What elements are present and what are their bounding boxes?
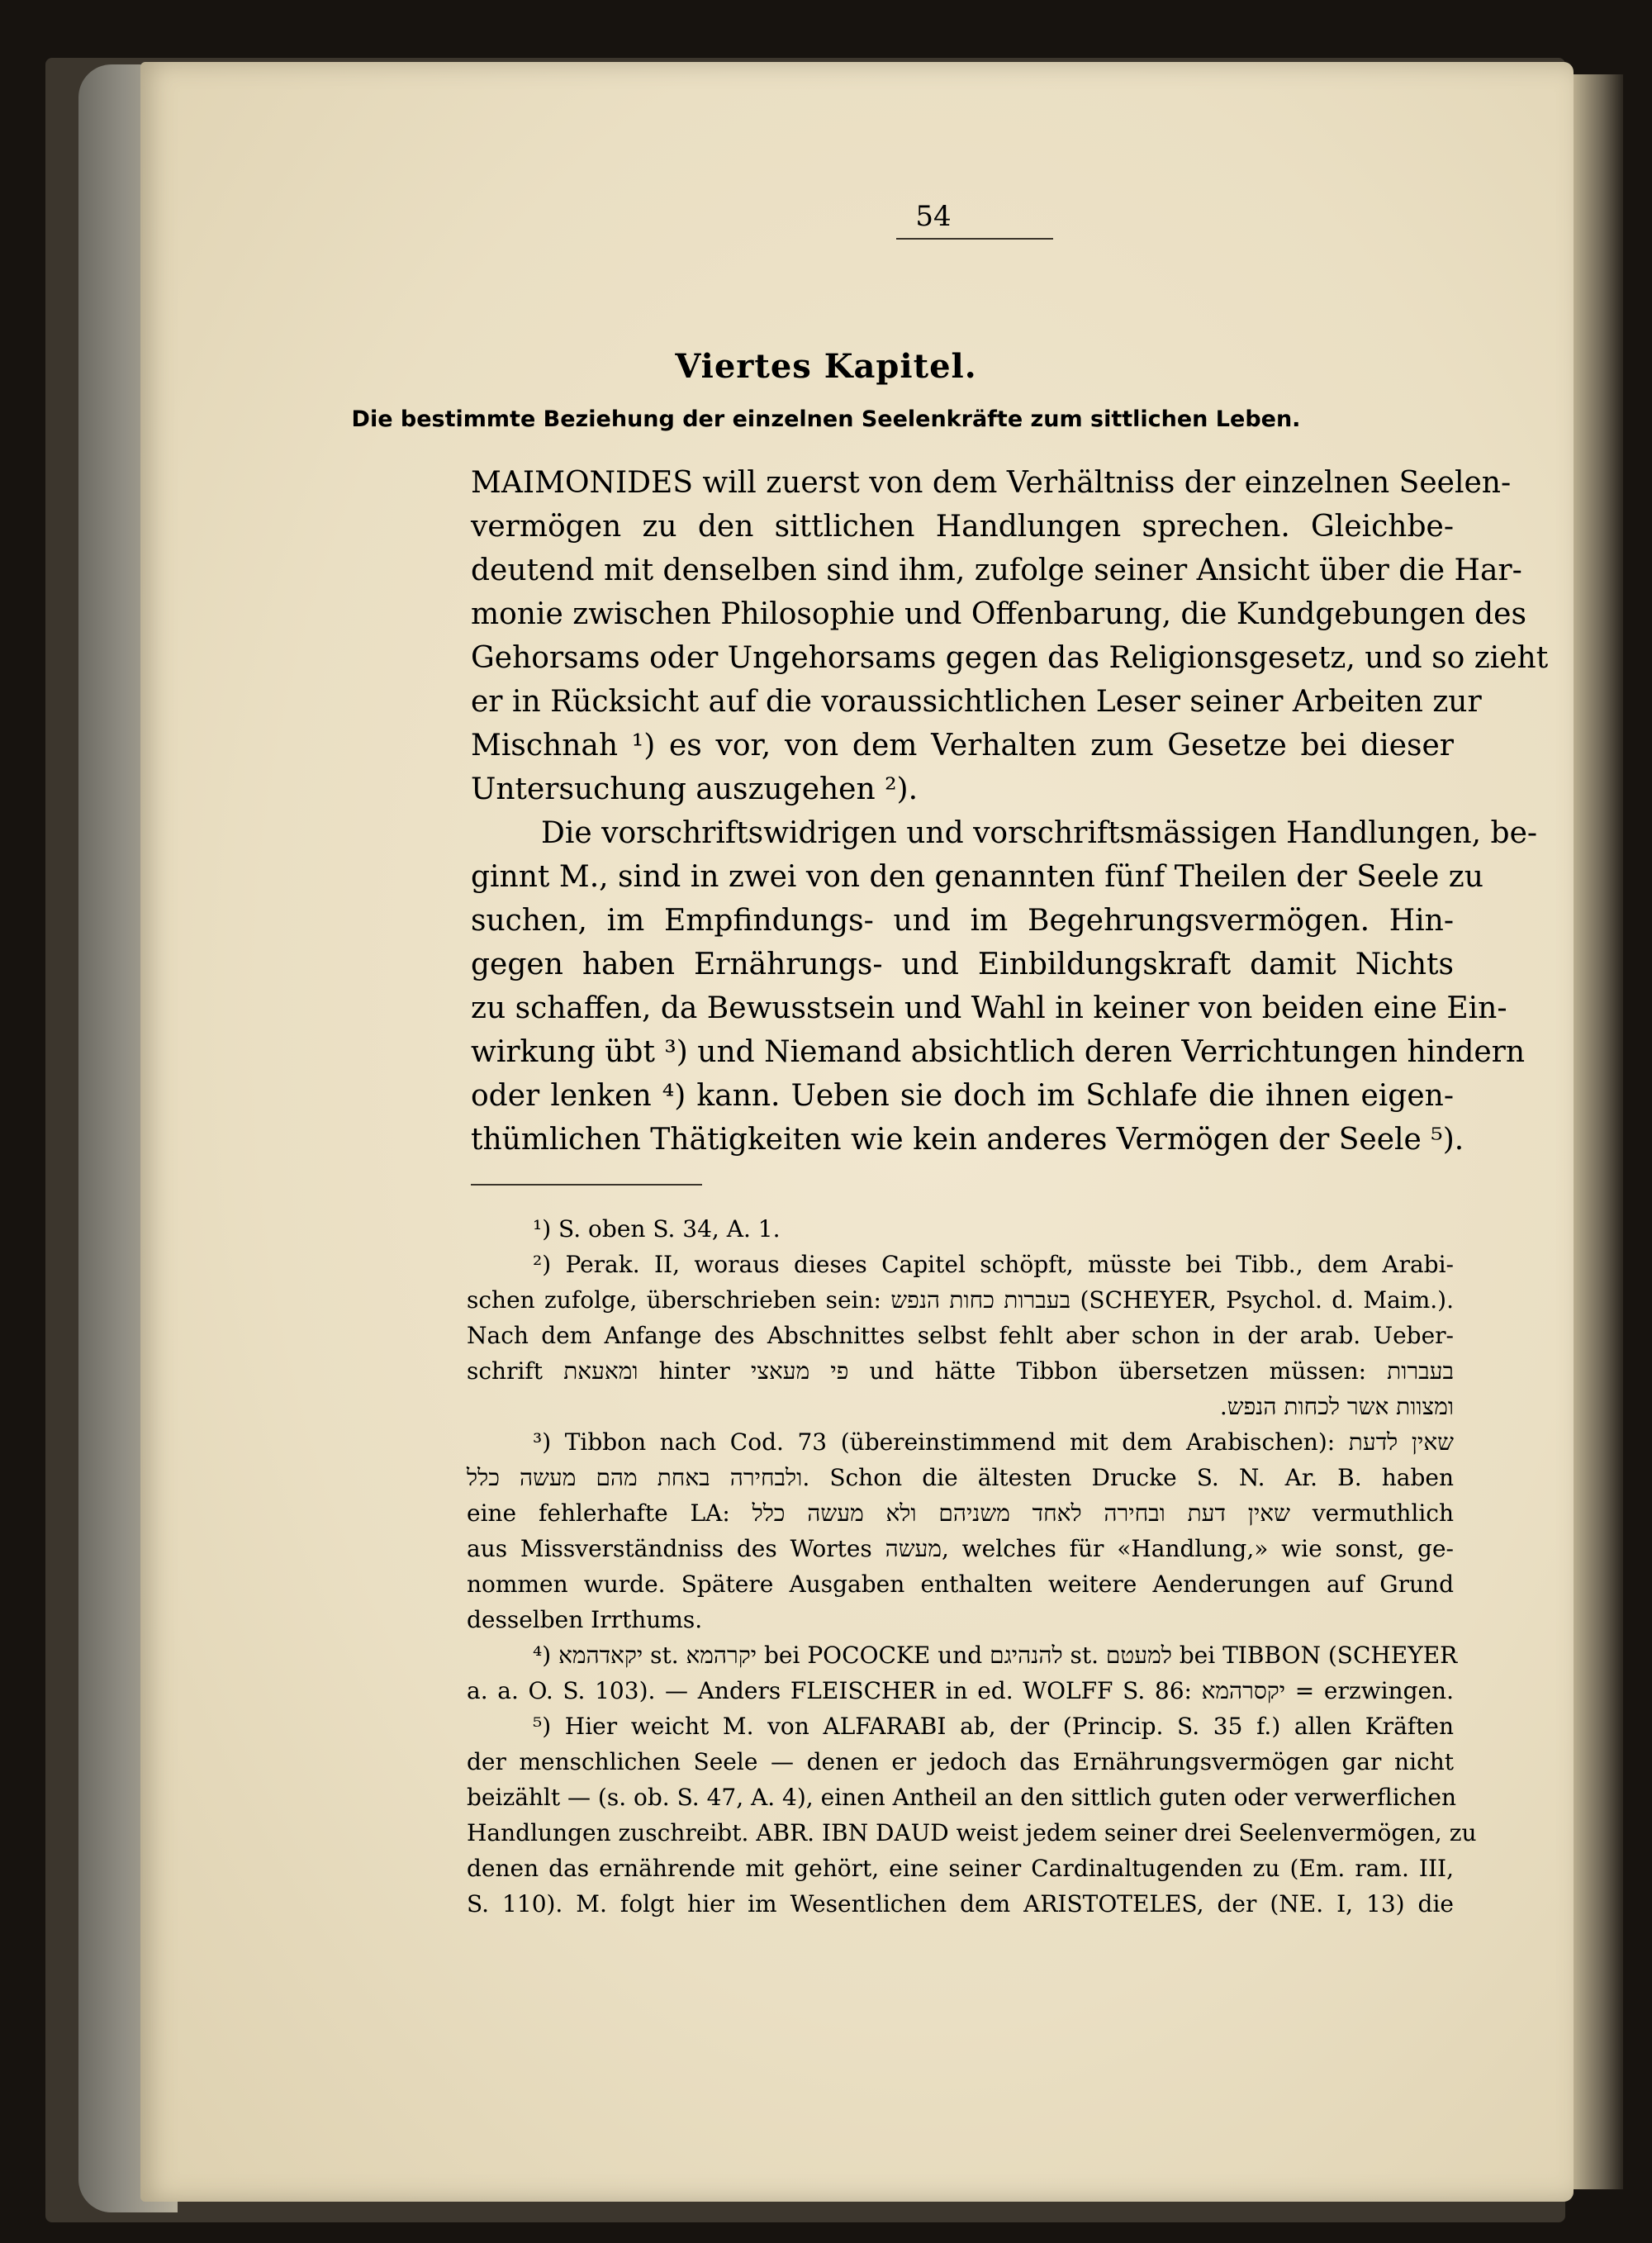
footnote-line: ³) Tibbon nach Cod. 73 (übereinstimmend mit dem Arabischen): שאין לדעת <box>533 1428 1454 1456</box>
facing-page-edge <box>1574 74 1623 2189</box>
chapter-title: Viertes Kapitel. <box>675 347 977 386</box>
footnote-line: ⁴) יקאדהמא st. יקרהמא bei POCOCKE und להנהיגם st. למעטם bei TIBBON (SCHEYER <box>533 1642 1458 1669</box>
footnote-line: ²) Perak. II, woraus dieses Capitel schöpft, müsste bei Tibb., dem Arabi- <box>533 1251 1454 1278</box>
footnote-line: nommen wurde. Spätere Ausgaben enthalten weitere Aenderungen auf Grund <box>467 1571 1454 1598</box>
body-line: zu schaffen, da Bewusstsein und Wahl in keiner von beiden eine Ein- <box>471 991 1507 1025</box>
body-line: deutend mit denselben sind ihm, zufolge seiner Ansicht über die Har- <box>471 554 1522 587</box>
footnote-line: der menschlichen Seele — denen er jedoch das Ernährungsvermögen gar nicht <box>467 1748 1454 1775</box>
footnote-line: Handlungen zuschreibt. ABR. IBN DAUD weist jedem seiner drei Seelenvermögen, zu <box>467 1819 1477 1846</box>
body-line: wirkung übt ³) und Niemand absichtlich deren Verrichtungen hindern <box>471 1035 1526 1069</box>
chapter-subtitle: Die bestimmte Beziehung der einzelnen Seelenkräfte zum sittlichen Leben. <box>351 406 1301 432</box>
body-line: thümlichen Thätigkeiten wie kein anderes Vermögen der Seele ⁵). <box>471 1123 1464 1157</box>
footnote-rule <box>471 1184 702 1186</box>
footnote-line: ⁵) Hier weicht M. von ALFARABI ab, der (Princip. S. 35 f.) allen Kräften <box>533 1713 1454 1740</box>
body-line: Mischnah ¹) es vor, von dem Verhalten zum Gesetze bei dieser <box>471 729 1454 763</box>
page-number-rule <box>896 238 1053 240</box>
body-line: ginnt M., sind in zwei von den genannten fünf Theilen der Seele zu <box>471 860 1483 894</box>
page-number: 54 <box>915 200 952 233</box>
footnote-line: schen zufolge, überschrieben sein: בעברות כחות הנפש (SCHEYER, Psychol. d. Maim.). <box>467 1286 1454 1314</box>
body-line: vermögen zu den sittlichen Handlungen sprechen. Gleichbe- <box>471 510 1454 544</box>
footnote-line: desselben Irrthums. <box>467 1606 703 1633</box>
footnote-line: ולבחירה באחת מהם מעשה כלל. Schon die ältesten Drucke S. N. Ar. B. haben <box>467 1464 1454 1491</box>
body-line: er in Rücksicht auf die voraussichtlichen Leser seiner Arbeiten zur <box>471 685 1482 719</box>
footnote-line: S. 110). M. folgt hier im Wesentlichen dem ARISTOTELES, der (NE. I, 13) die <box>467 1890 1454 1917</box>
body-line: oder lenken ⁴) kann. Ueben sie doch im Schlafe die ihnen eigen- <box>471 1079 1454 1113</box>
footnote-line: ומצוות אשר לכחות הנפש. <box>1219 1393 1454 1420</box>
body-line: MAIMONIDES will zuerst von dem Verhältniss der einzelnen Seelen- <box>471 466 1512 500</box>
body-line: monie zwischen Philosophie und Offenbarung, die Kundgebungen des <box>471 597 1526 631</box>
footnote-line: Nach dem Anfange des Abschnittes selbst fehlt aber schon in der arab. Ueber- <box>467 1322 1454 1349</box>
body-line: gegen haben Ernährungs- und Einbildungskraft damit Nichts <box>471 948 1454 981</box>
footnote-line: ¹) S. oben S. 34, A. 1. <box>533 1215 781 1243</box>
footnote-line: schrift ומאעאת hinter פי מעאצי und hätte Tibbon übersetzen müssen: בעברות <box>467 1357 1454 1385</box>
footnote-line: a. a. O. S. 103). — Anders FLEISCHER in ed. WOLFF S. 86: יקסרהמא = erzwingen. <box>467 1677 1454 1704</box>
footnote-line: denen das ernährende mit gehört, eine seiner Cardinaltugenden zu (Em. ram. III, <box>467 1855 1454 1882</box>
body-line: Untersuchung auszugehen ²). <box>471 772 919 806</box>
body-line: Die vorschriftswidrigen und vorschriftsmässigen Handlungen, be- <box>541 816 1538 850</box>
body-line: Gehorsams oder Ungehorsams gegen das Religionsgesetz, und so zieht <box>471 641 1549 675</box>
body-line: suchen, im Empfindungs- und im Begehrungsvermögen. Hin- <box>471 904 1454 938</box>
footnote-line: aus Missverständniss des Wortes מעשה, welches für «Handlung,» wie sonst, ge- <box>467 1535 1455 1562</box>
footnote-line: eine fehlerhafte LA: שאין דעת ובחירה לאחד משניהם ולא מעשה כלל vermuthlich <box>467 1499 1455 1527</box>
footnote-line: beizählt — (s. ob. S. 47, A. 4), einen Antheil an den sittlich guten oder verwerflichen <box>467 1784 1456 1811</box>
